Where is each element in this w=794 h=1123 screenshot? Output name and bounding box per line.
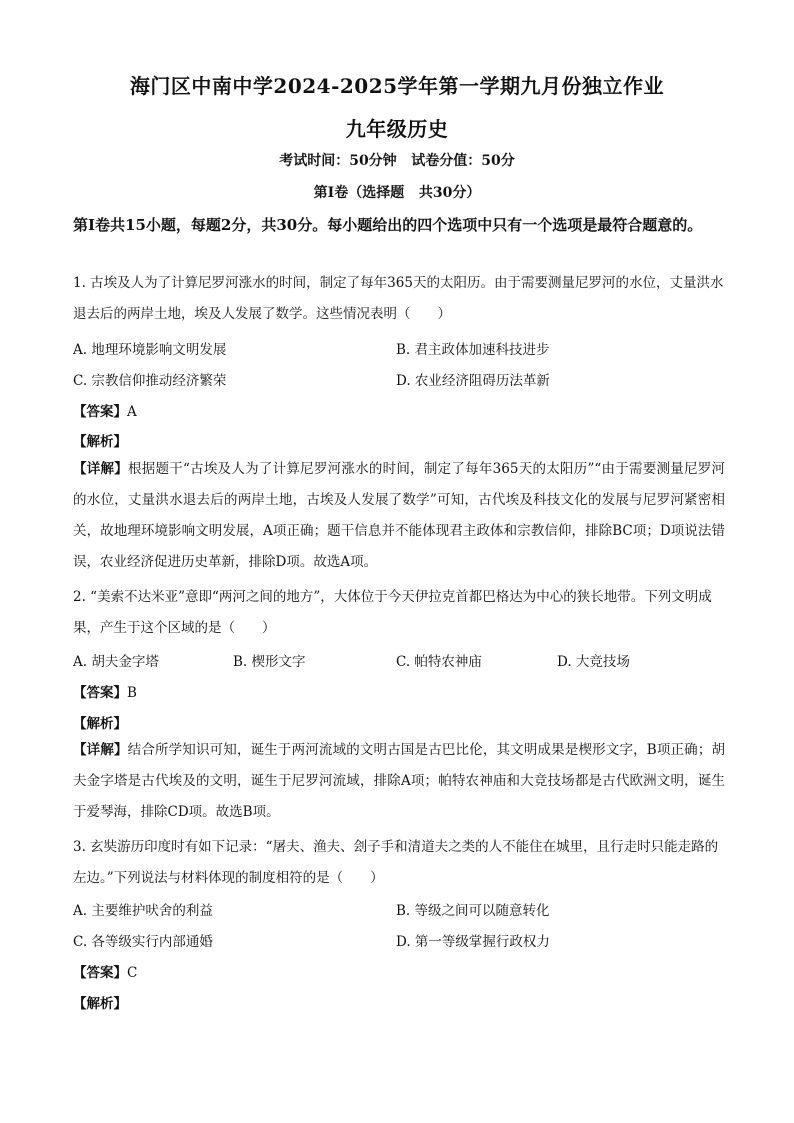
detail-text: 根据题干“古埃及人为了计算尼罗河涨水的时间，制定了每年365天的太阳历”“由于需要测量尼罗河的水位，丈量洪水退去后的两岸土地，古埃及人发展了数学”可知，古代埃及科技文化的发展与尼罗河紧密相关，故地理环境影响文明发展，A项正确；题干信息并不能体现君主政体和宗教信仰，排除BC项；D项说法错误，农业经济促进历史革新，排除D项。故选A项。 [73,461,726,570]
section-heading: 第Ⅰ卷（选择题 共30分） [313,185,481,201]
question-3-stem: 3. 玄奘游历印度时有如下记录：“屠夫、渔夫、刽子手和清道夫之类的人不能住在城里，且行走时只能走路的左边。”下列说法与材料体现的制度相符的是（ ） [73,839,719,886]
section-instructions: 第Ⅰ卷共15小题，每题2分，共30分。每小题给出的四个选项中只有一个选项是最符合题意的。 [73,216,703,234]
question-3-answer [73,961,137,981]
option-a: A. 地理环境影响文明发展 [73,342,227,358]
answer-value: A [127,404,137,420]
question-3-options-row2 [73,930,725,954]
exam-info: 考试时间：50分钟 试卷分值：50分 [279,153,515,169]
question-1-analysis-label: 【解析】 [73,434,127,450]
answer-value: C [127,965,138,981]
option-b: B. 楔形文字 [233,654,306,670]
question-2-analysis-label: 【解析】 [73,716,127,732]
detail-text: 结合所学知识可知，诞生于两河流域的文明古国是古巴比伦，其文明成果是楔形文字，B项正确；胡夫金字塔是古代埃及的文明，诞生于尼罗河流域，排除A项；帕特农神庙和大竞技场都是古代欧洲文明，诞生于爱琴海，排除CD项。故选B项。 [73,742,726,820]
document-title: 海门区中南中学2024-2025学年第一学期九月份独立作业 [129,74,665,98]
document-subtitle: 九年级历史 [345,117,449,141]
option-a: A. 胡夫金字塔 [73,654,159,670]
option-a: A. 主要维护吠舍的利益 [73,903,213,919]
detail-label: 【详解】 [73,742,128,758]
answer-label: 【答案】 [73,685,127,701]
question-3-analysis-label: 【解析】 [73,996,127,1012]
answer-label: 【答案】 [73,404,127,420]
question-3-options [73,899,725,923]
option-d: D. 第一等级掌握行政权力 [396,934,550,950]
answer-label: 【答案】 [73,965,127,981]
question-1-options-row2 [73,369,725,393]
question-1-answer [73,400,137,420]
option-c: C. 宗教信仰推动经济繁荣 [73,373,227,389]
question-2-answer [73,681,137,701]
option-c: C. 各等级实行内部通婚 [73,934,213,950]
question-1-detail [73,454,725,578]
question-2-stem: 2. “美索不达米亚”意即“两河之间的地方”，大体位于今天伊拉克首都巴格达为中心的狭长地带。下列文明成果，产生于这个区域的是（ ） [73,589,712,636]
option-b: B. 等级之间可以随意转化 [396,903,550,919]
question-2-detail [73,735,725,828]
question-1-options [73,338,725,362]
option-d: D. 农业经济阻碍历法革新 [396,373,550,389]
option-b: B. 君主政体加速科技进步 [396,342,550,358]
answer-value: B [127,685,137,701]
question-2-options [73,650,725,674]
option-c: C. 帕特农神庙 [396,654,482,670]
question-1-stem: 1. 古埃及人为了计算尼罗河涨水的时间，制定了每年365天的太阳历。由于需要测量尼罗河的水位，丈量洪水退去后的两岸土地，埃及人发展了数学。这些情况表明（ ） [73,275,724,322]
option-d: D. 大竞技场 [557,654,630,670]
detail-label: 【详解】 [73,461,129,477]
